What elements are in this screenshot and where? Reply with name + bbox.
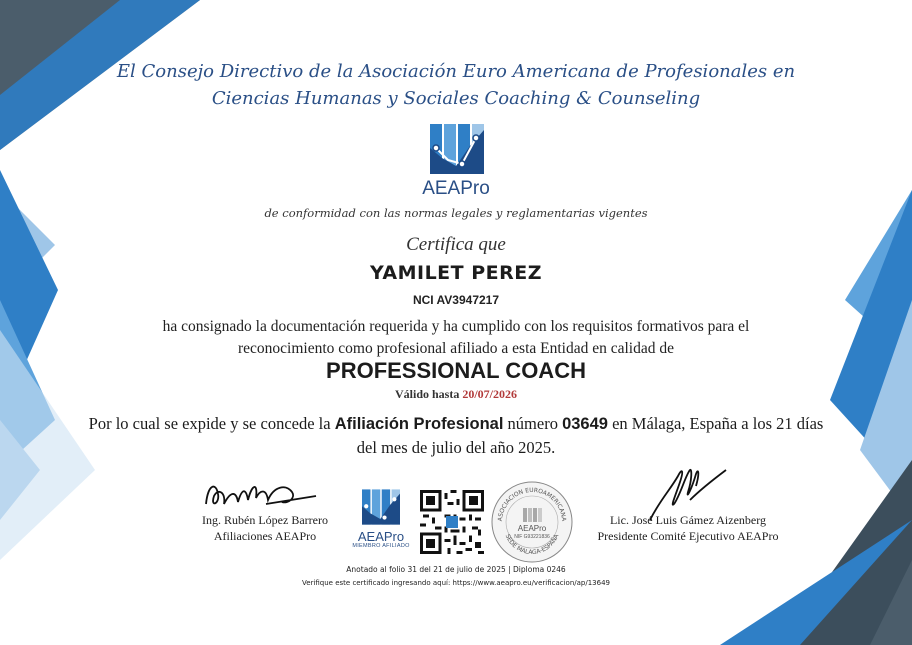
seal-bottom-text: SEDE MALAGA-ESPAÑA — [503, 533, 561, 557]
member-logo-icon — [359, 488, 403, 526]
conformity-text: de conformidad con las normas legales y reglamentarias vigentes — [264, 206, 648, 220]
statement-line-2: reconocimiento como profesional afiliado a esta Entidad en calidad de — [238, 340, 674, 357]
right-signatory-role: Presidente Comité Ejecutivo AEAPro — [597, 529, 779, 543]
left-signatory-name: Ing. Rubén López Barrero — [202, 513, 328, 527]
seal-top-text: ASOCIACION EUROAMERICANA — [496, 486, 568, 522]
certifies-text: Certifica que — [406, 234, 506, 255]
issuance-line-2: del mes de julio del año 2025. — [356, 438, 556, 457]
header-line-1: El Consejo Directivo de la Asociación Euro Americana de Profesionales en — [116, 61, 796, 82]
recipient-name: YAMILET PEREZ — [369, 262, 543, 284]
association-seal-icon — [490, 480, 574, 564]
header-line-2: Ciencias Humanas y Sociales Coaching & Counseling — [211, 88, 701, 109]
council-header — [0, 58, 912, 112]
seal-org: AEAPro — [517, 524, 547, 533]
validity-label: Válido hasta — [394, 387, 460, 401]
aeapro-logo-icon — [426, 118, 488, 180]
issuance-number: 03649 — [562, 415, 608, 433]
validity — [0, 387, 912, 402]
left-signatory-role: Afiliaciones AEAPro — [213, 529, 317, 543]
left-signatory — [180, 512, 350, 544]
issuance-bold-term: Afiliación Profesional — [334, 415, 504, 433]
seal-nif: NIF G93221836 — [514, 534, 550, 540]
folio-note: Anotado al folio 31 del 21 de julio de 2025 | Diploma 0246 — [346, 565, 566, 574]
qr-code-icon[interactable] — [420, 490, 484, 554]
right-signatory-name: Lic. José Luis Gámez Aizenberg — [609, 513, 767, 527]
statement-line-1: ha consignado la documentación requerida y ha cumplido con los requisitos formativos para el — [162, 318, 750, 335]
professional-title: PROFESSIONAL COACH — [326, 358, 586, 383]
verification-note: Verifique este certificado ingresando aquí: https://www.aeapro.eu/verificacion/ap/13649 — [302, 579, 610, 587]
recipient-nci: NCI AV3947217 — [412, 293, 500, 307]
right-signatory — [578, 512, 798, 544]
member-org: AEAPro — [357, 529, 405, 544]
issuance-text — [0, 412, 912, 460]
member-badge — [346, 488, 416, 549]
issuance-part-3: en Málaga, España a los 21 días — [612, 414, 824, 433]
validity-date: 20/07/2026 — [462, 387, 518, 401]
issuance-part-1: Por lo cual se expide y se concede la — [88, 414, 331, 433]
member-label: MIEMBRO AFILIADO — [352, 543, 410, 549]
statement-text — [0, 316, 912, 360]
org-name: AEAPro — [422, 178, 490, 199]
issuance-part-2: número — [507, 414, 558, 433]
